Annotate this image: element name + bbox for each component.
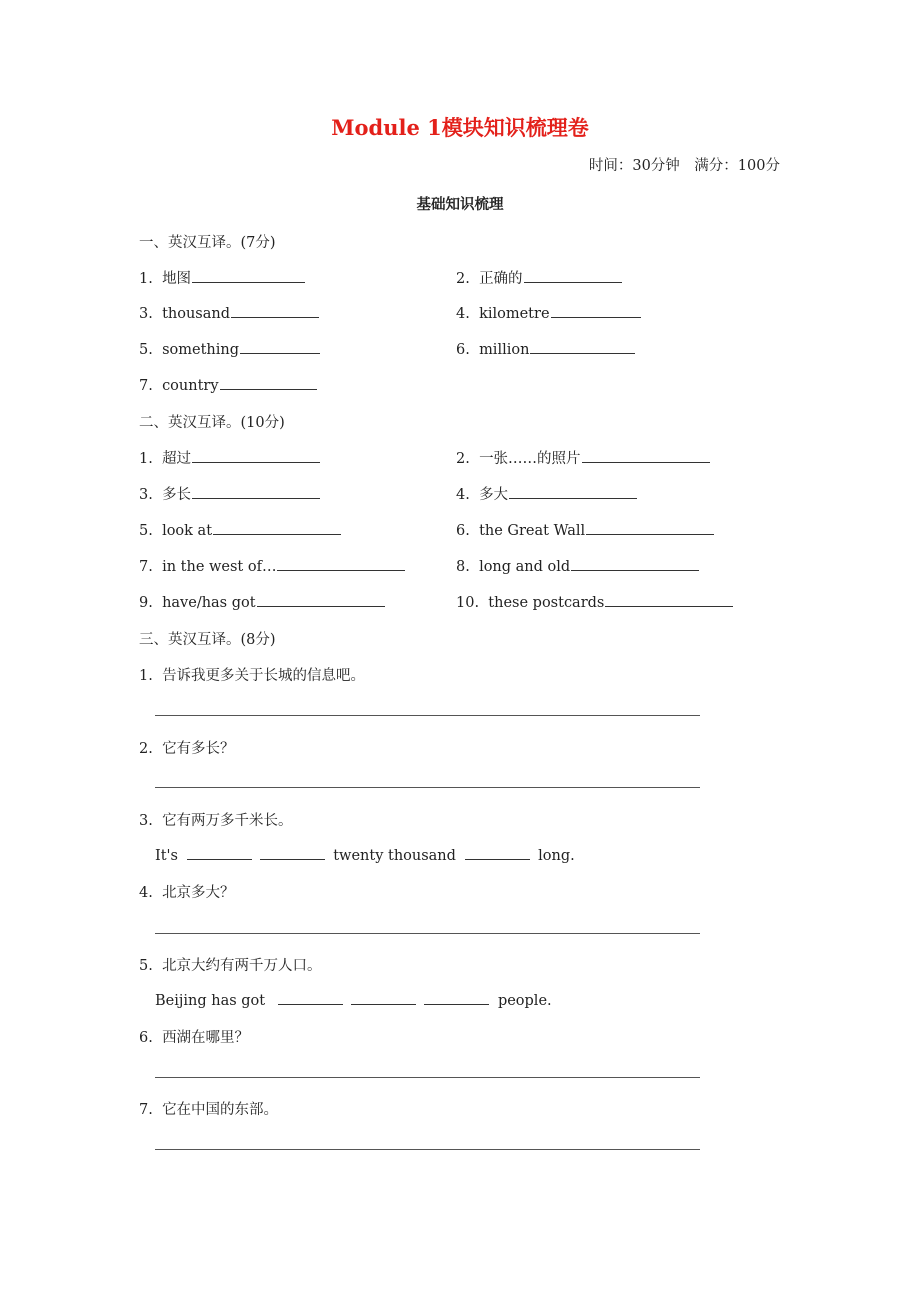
- list-item: [456, 592, 733, 611]
- list-item: [456, 556, 699, 575]
- page-title: Module 1模块知识梳理卷: [331, 115, 589, 140]
- sentence-text: people.: [497, 993, 552, 1009]
- item-number: 3.: [139, 487, 153, 503]
- item-text: in the west of…: [162, 559, 277, 575]
- item-number: 5.: [139, 342, 153, 358]
- answer-blank[interactable]: [231, 303, 319, 318]
- item-number: 1.: [139, 451, 153, 467]
- question-item: [139, 809, 293, 830]
- list-item: [139, 339, 320, 358]
- item-text: million: [479, 342, 530, 358]
- question-number: 1.: [139, 668, 153, 684]
- list-item: [139, 303, 319, 322]
- list-item: [456, 447, 710, 468]
- answer-blank[interactable]: [582, 448, 710, 463]
- item-text: 多大: [479, 487, 509, 503]
- answer-blank[interactable]: [277, 556, 405, 571]
- question-text: 它有两万多千米长。: [162, 813, 293, 829]
- section-2-header: 二、英汉互译。(10分): [139, 415, 285, 431]
- answer-blank[interactable]: [278, 990, 343, 1005]
- section-1-header: 一、英汉互译。(7分): [139, 235, 276, 251]
- answer-blank[interactable]: [240, 339, 320, 354]
- item-text: kilometre: [479, 306, 550, 322]
- item-text: look at: [162, 523, 213, 539]
- item-text: something: [162, 342, 239, 358]
- answer-blank[interactable]: [192, 484, 320, 499]
- item-text: thousand: [162, 306, 231, 322]
- question-item: [139, 664, 365, 685]
- question-number: 4.: [139, 885, 153, 901]
- question-number: 3.: [139, 813, 153, 829]
- list-item: [456, 520, 714, 539]
- sentence-text: Beijing has got: [155, 993, 266, 1009]
- item-number: 2.: [456, 451, 470, 467]
- question-text: 告诉我更多关于长城的信息吧。: [162, 668, 366, 684]
- answer-blank[interactable]: [524, 268, 622, 283]
- answer-blank[interactable]: [192, 268, 305, 283]
- item-number: 4.: [456, 487, 470, 503]
- answer-blank[interactable]: [260, 845, 325, 860]
- question-text: 北京大约有两千万人口。: [162, 958, 322, 974]
- section-subtitle: 基础知识梳理: [416, 196, 504, 213]
- item-text: these postcards: [488, 595, 605, 611]
- answer-blank[interactable]: [257, 592, 385, 607]
- sentence-text: twenty thousand: [333, 848, 456, 864]
- answer-blank[interactable]: [586, 520, 714, 535]
- answer-blank[interactable]: [351, 990, 416, 1005]
- list-item: [139, 447, 320, 468]
- question-text: 它有多长？: [162, 741, 235, 757]
- item-text: country: [162, 378, 219, 394]
- list-item: [139, 592, 385, 611]
- question-text: 西湖在哪里？: [162, 1030, 250, 1046]
- answer-blank[interactable]: [192, 448, 320, 463]
- answer-line[interactable]: [155, 715, 700, 716]
- answer-blank[interactable]: [213, 520, 341, 535]
- answer-blank[interactable]: [571, 556, 699, 571]
- list-item: [456, 303, 641, 322]
- list-item: [456, 339, 635, 358]
- sentence-text: It's: [155, 848, 178, 864]
- question-item: [139, 1098, 278, 1119]
- question-number: 6.: [139, 1030, 153, 1046]
- answer-line[interactable]: [155, 933, 700, 934]
- list-item: [139, 520, 341, 539]
- item-number: 2.: [456, 271, 470, 287]
- answer-blank[interactable]: [220, 375, 317, 390]
- exam-meta: 时间：30分钟 满分：100分: [588, 158, 780, 174]
- answer-blank[interactable]: [509, 484, 637, 499]
- item-number: 4.: [456, 306, 470, 322]
- question-item: [139, 737, 235, 758]
- item-text: 一张……的照片: [479, 451, 581, 467]
- question-item: [139, 881, 235, 902]
- question-number: 7.: [139, 1102, 153, 1118]
- list-item: [456, 483, 637, 504]
- item-text: 正确的: [479, 271, 523, 287]
- fill-sentence: [155, 990, 552, 1009]
- item-text: have/has got: [162, 595, 256, 611]
- list-item: [139, 267, 305, 288]
- item-number: 6.: [456, 523, 470, 539]
- answer-blank[interactable]: [187, 845, 252, 860]
- answer-blank[interactable]: [530, 339, 635, 354]
- question-number: 5.: [139, 958, 153, 974]
- answer-line[interactable]: [155, 1149, 700, 1150]
- item-text: 多长: [162, 487, 192, 503]
- question-text: 北京多大？: [162, 885, 235, 901]
- item-number: 1.: [139, 271, 153, 287]
- item-text: the Great Wall: [479, 523, 586, 539]
- answer-blank[interactable]: [424, 990, 489, 1005]
- answer-blank[interactable]: [465, 845, 530, 860]
- item-number: 6.: [456, 342, 470, 358]
- answer-line[interactable]: [155, 787, 700, 788]
- item-number: 10.: [456, 595, 480, 611]
- item-number: 9.: [139, 595, 153, 611]
- item-number: 5.: [139, 523, 153, 539]
- list-item: [139, 556, 405, 575]
- question-text: 它在中国的东部。: [162, 1102, 279, 1118]
- list-item: [139, 375, 317, 394]
- question-item: [139, 1026, 249, 1047]
- section-3-header: 三、英汉互译。(8分): [139, 632, 276, 648]
- answer-blank[interactable]: [551, 303, 641, 318]
- list-item: [456, 267, 622, 288]
- answer-blank[interactable]: [605, 592, 733, 607]
- fill-sentence: [155, 845, 575, 864]
- item-number: 3.: [139, 306, 153, 322]
- item-text: 超过: [162, 451, 192, 467]
- list-item: [139, 483, 320, 504]
- question-item: [139, 954, 322, 975]
- question-number: 2.: [139, 741, 153, 757]
- answer-line[interactable]: [155, 1077, 700, 1078]
- item-text: long and old: [479, 559, 571, 575]
- item-number: 7.: [139, 559, 153, 575]
- sentence-text: long.: [538, 848, 575, 864]
- item-number: 7.: [139, 378, 153, 394]
- item-number: 8.: [456, 559, 470, 575]
- item-text: 地图: [162, 271, 192, 287]
